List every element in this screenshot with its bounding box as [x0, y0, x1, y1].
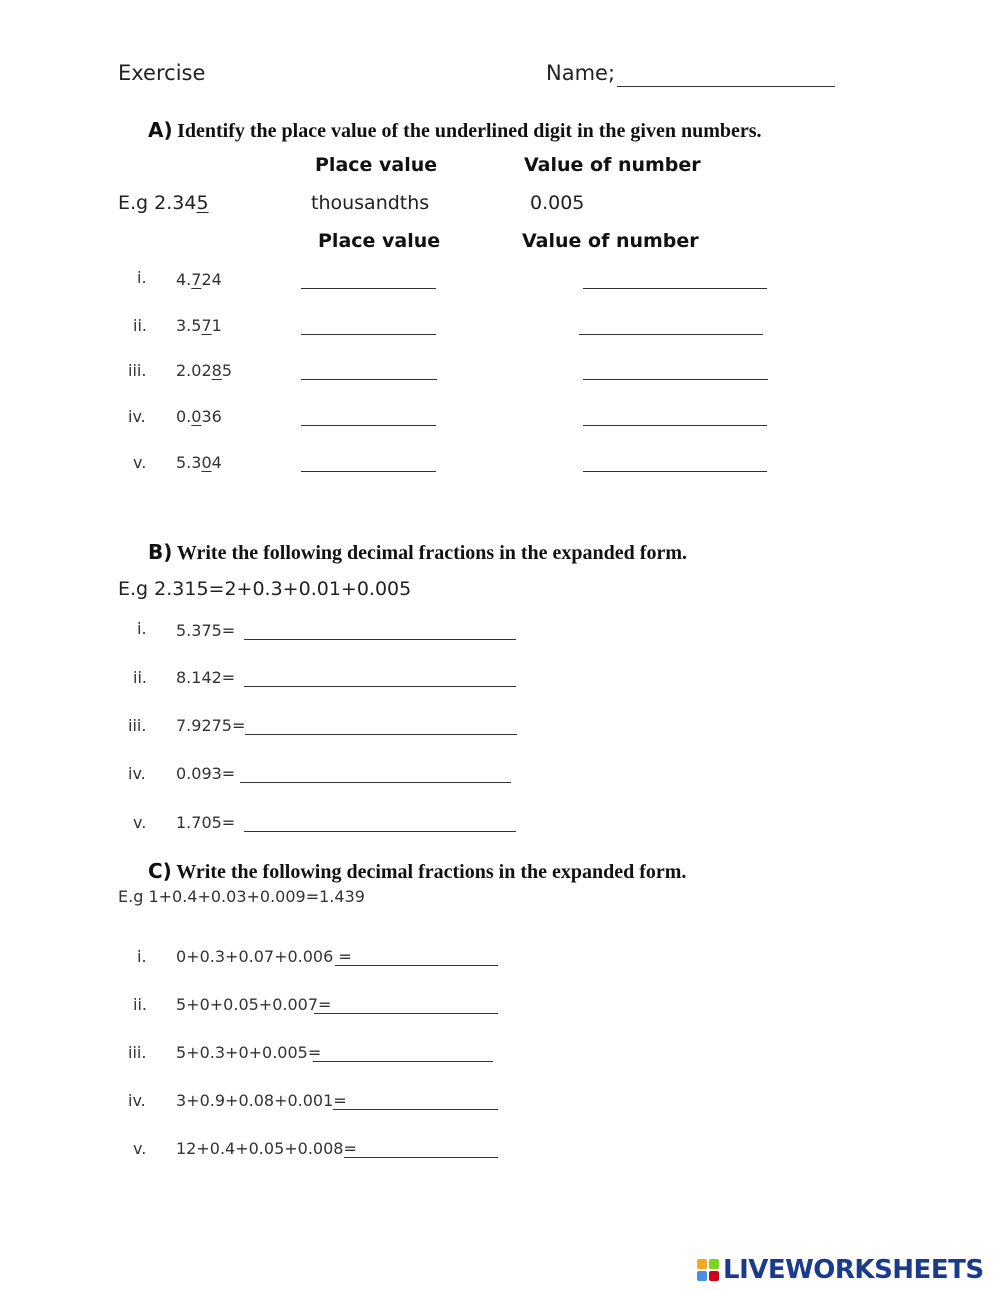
item-numeral: v.	[133, 813, 147, 832]
section-a-letter: A)	[148, 118, 173, 142]
exercise-title: Exercise	[118, 61, 206, 85]
item-numeral: iv.	[128, 407, 146, 426]
section-a-example: E.g 2.345	[118, 192, 209, 214]
item-numeral: iv.	[128, 764, 146, 783]
section-a-instruction: Identify the place value of the underlined digit in the given numbers.	[177, 120, 762, 142]
b-answer-blank[interactable]	[245, 734, 517, 735]
col-value-of-number: Value of number	[524, 154, 701, 176]
b-answer-blank[interactable]	[244, 639, 516, 640]
b-item-text: 7.9275=	[176, 716, 246, 735]
a-value-blank[interactable]	[583, 471, 767, 472]
col-place-value-2: Place value	[318, 230, 441, 252]
item-numeral: i.	[137, 619, 147, 638]
a-place-value-blank[interactable]	[301, 471, 436, 472]
section-b-letter: B)	[148, 540, 173, 564]
item-numeral: iii.	[128, 361, 147, 380]
a-value-blank[interactable]	[579, 334, 763, 335]
a-item-number: 0.036	[176, 407, 222, 426]
item-numeral: ii.	[133, 316, 147, 335]
a-item-number: 5.304	[176, 453, 222, 472]
item-numeral: ii.	[133, 995, 147, 1014]
logo-text: LIVEWORKSHEETS	[723, 1255, 984, 1285]
name-label: Name;	[546, 61, 616, 85]
c-answer-blank[interactable]	[313, 1061, 493, 1062]
item-numeral: ii.	[133, 668, 147, 687]
col-value-of-number-2: Value of number	[522, 230, 699, 252]
section-c-letter: C)	[148, 859, 172, 883]
a-value-blank[interactable]	[583, 288, 767, 289]
a-place-value-blank[interactable]	[301, 288, 436, 289]
c-item-text: 5+0.3+0+0.005=	[176, 1043, 322, 1062]
section-b-heading	[148, 540, 687, 565]
b-item-text: 1.705=	[176, 813, 236, 832]
a-item-number: 2.0285	[176, 361, 232, 380]
liveworksheets-logo	[697, 1255, 984, 1285]
a-value-blank[interactable]	[583, 379, 768, 380]
c-answer-blank[interactable]	[344, 1157, 498, 1158]
example-place-value: thousandths	[311, 192, 430, 214]
logo-icon	[697, 1259, 719, 1281]
a-place-value-blank[interactable]	[301, 425, 436, 426]
a-value-blank[interactable]	[583, 425, 767, 426]
b-answer-blank[interactable]	[244, 831, 516, 832]
b-item-text: 8.142=	[176, 668, 236, 687]
section-c-instruction: Write the following decimal fractions in the expanded form.	[176, 861, 687, 883]
b-answer-blank[interactable]	[240, 782, 511, 783]
section-c-heading	[148, 859, 686, 884]
item-numeral: iii.	[128, 1043, 147, 1062]
a-place-value-blank[interactable]	[301, 334, 436, 335]
col-place-value: Place value	[315, 154, 438, 176]
item-numeral: iii.	[128, 716, 147, 735]
c-answer-blank[interactable]	[333, 1109, 498, 1110]
a-place-value-blank[interactable]	[301, 379, 437, 380]
section-c-example: E.g 1+0.4+0.03+0.009=1.439	[118, 887, 365, 906]
underlined-digit: 5	[196, 192, 209, 214]
c-item-text: 5+0+0.05+0.007=	[176, 995, 332, 1014]
item-numeral: v.	[133, 1139, 147, 1158]
c-answer-blank[interactable]	[335, 965, 498, 966]
b-item-text: 5.375=	[176, 621, 236, 640]
section-b-example: E.g 2.315=2+0.3+0.01+0.005	[118, 578, 412, 600]
b-item-text: 0.093=	[176, 764, 236, 783]
c-answer-blank[interactable]	[314, 1013, 498, 1014]
c-item-text: 12+0.4+0.05+0.008=	[176, 1139, 357, 1158]
a-item-number: 4.724	[176, 270, 222, 289]
example-value: 0.005	[530, 192, 585, 214]
name-field[interactable]	[617, 86, 835, 87]
item-numeral: i.	[137, 947, 147, 966]
b-answer-blank[interactable]	[244, 686, 516, 687]
item-numeral: v.	[133, 453, 147, 472]
section-a-heading	[148, 118, 762, 143]
c-item-text: 0+0.3+0.07+0.006 =	[176, 947, 352, 966]
section-b-instruction: Write the following decimal fractions in the expanded form.	[176, 542, 687, 564]
a-item-number: 3.571	[176, 316, 222, 335]
c-item-text: 3+0.9+0.08+0.001=	[176, 1091, 347, 1110]
item-numeral: i.	[137, 268, 147, 287]
item-numeral: iv.	[128, 1091, 146, 1110]
